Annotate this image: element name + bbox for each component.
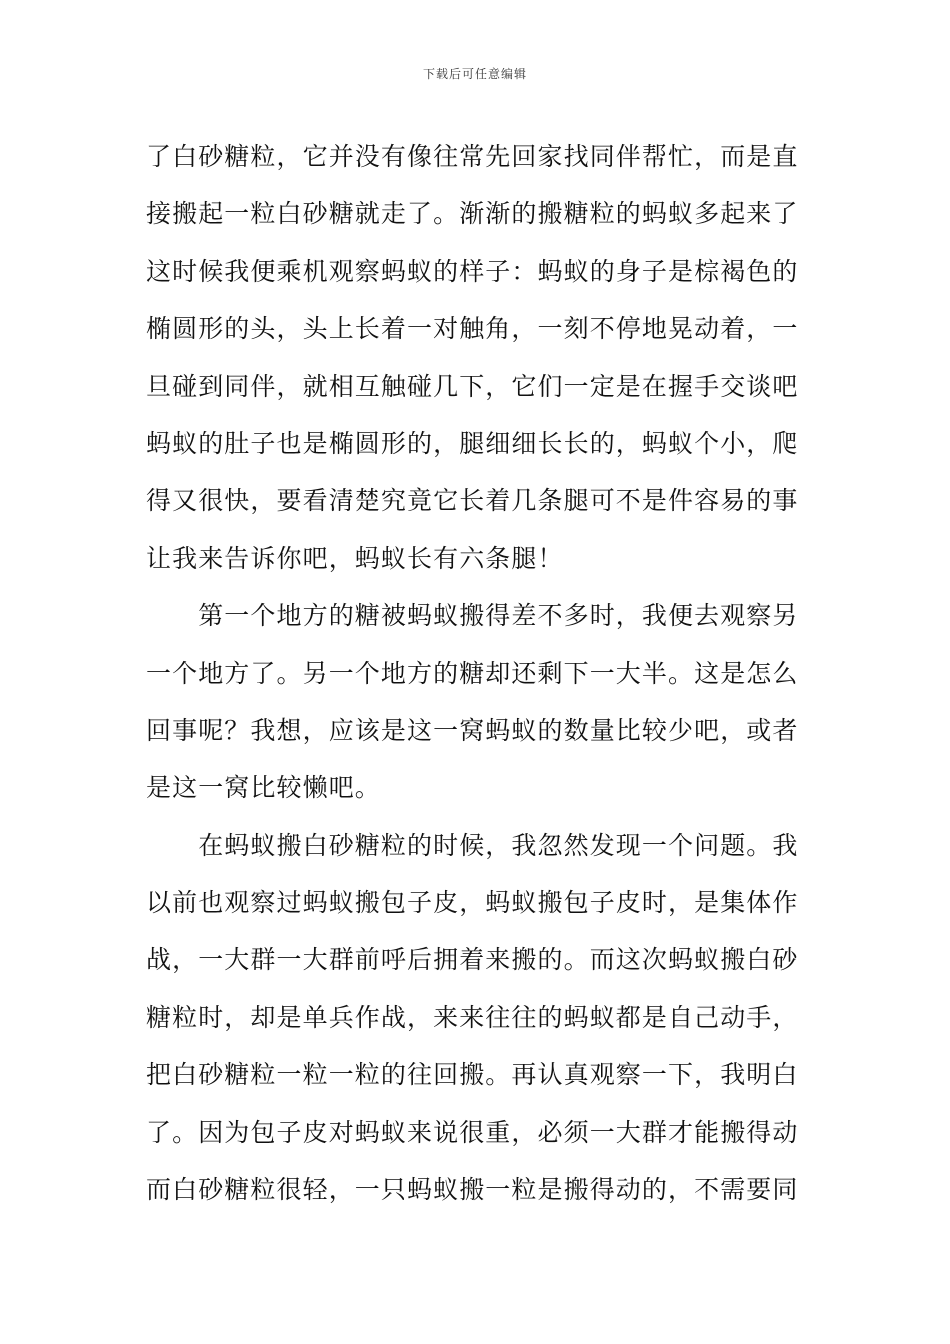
text-line: 接搬起一粒白砂糖就走了。渐渐的搬糖粒的蚂蚁多起来了 (146, 199, 799, 229)
text-line: 一个地方了。另一个地方的糖却还剩下一大半。这是怎么 (146, 658, 799, 688)
text-line: 得又很快，要看清楚究竟它长着几条腿可不是件容易的事 (146, 486, 799, 516)
text-line: 以前也观察过蚂蚁搬包子皮，蚂蚁搬包子皮时，是集体作 (146, 888, 799, 918)
text-line: 回事呢？我想，应该是这一窝蚂蚁的数量比较少吧，或者 (146, 715, 799, 745)
document-body (146, 128, 808, 1218)
text-line: 而白砂糖粒很轻，一只蚂蚁搬一粒是搬得动的，不需要同 (146, 1175, 799, 1205)
text-line: 在蚂蚁搬白砂糖粒的时候，我忽然发现一个问题。我 (146, 830, 799, 860)
text-line: 蚂蚁的肚子也是椭圆形的，腿细细长长的，蚂蚁个小，爬 (146, 428, 799, 458)
text-line: 战，一大群一大群前呼后拥着来搬的。而这次蚂蚁搬白砂 (146, 945, 799, 975)
text-line: 把白砂糖粒一粒一粒的往回搬。再认真观察一下，我明白 (146, 1060, 799, 1090)
text-line: 糖粒时，却是单兵作战，来来往往的蚂蚁都是自己动手， (146, 1002, 799, 1032)
page-header: 下载后可任意编辑 (422, 67, 527, 81)
text-line: 了。因为包子皮对蚂蚁来说很重，必须一大群才能搬得动 (146, 1117, 799, 1147)
text-line: 是这一窝比较懒吧。 (146, 773, 381, 803)
text-line: 旦碰到同伴，就相互触碰几下，它们一定是在握手交谈吧 (146, 371, 799, 401)
text-line: 椭圆形的头，头上长着一对触角，一刻不停地晃动着，一 (146, 314, 799, 344)
text-line: 让我来告诉你吧，蚂蚁长有六条腿！ (146, 543, 564, 573)
text-line: 这时候我便乘机观察蚂蚁的样子：蚂蚁的身子是棕褐色的 (146, 256, 799, 286)
text-line: 第一个地方的糖被蚂蚁搬得差不多时，我便去观察另 (146, 601, 799, 631)
text-line: 了白砂糖粒，它并没有像往常先回家找同伴帮忙，而是直 (146, 142, 799, 171)
